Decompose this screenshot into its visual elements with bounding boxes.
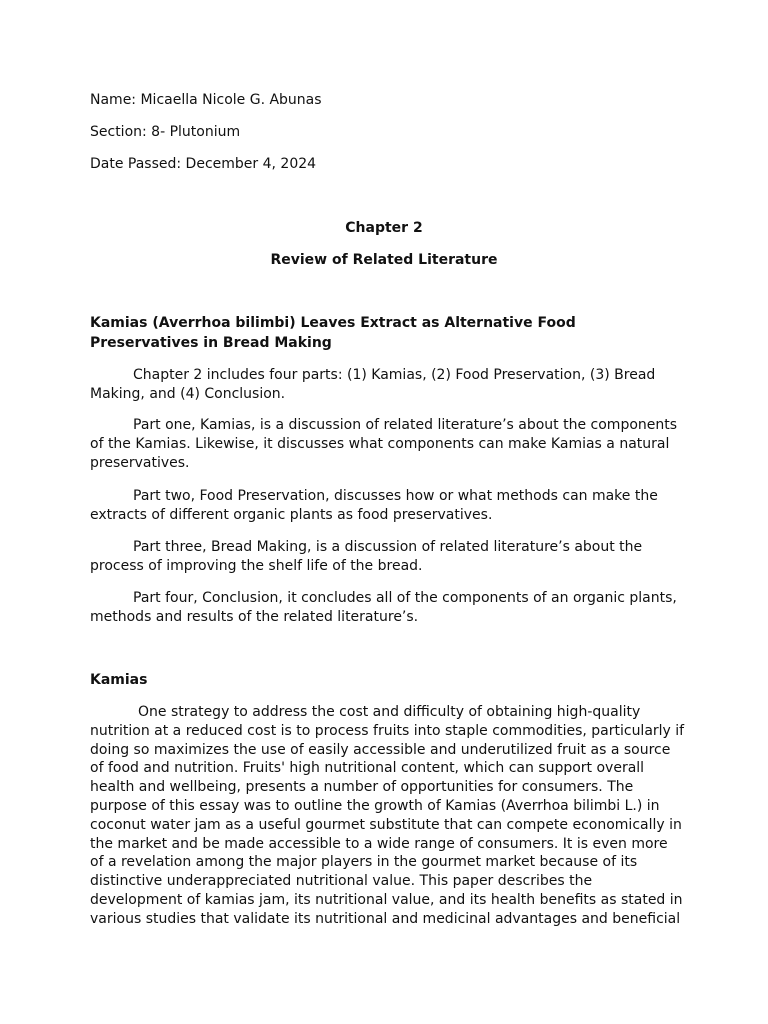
- text-line: of food and nutrition. Fruits' high nutritional content, which can support overall: [90, 760, 645, 777]
- text-line: of a revelation among the major players in the gourmet market because of its: [90, 854, 638, 871]
- study-title-line-1: Kamias (Averrhoa bilimbi) Leaves Extract as Alternative Food: [90, 315, 576, 331]
- kamias-paragraph: [90, 703, 685, 929]
- text-line: Part two, Food Preservation, discusses how or what methods can make the: [133, 488, 658, 504]
- chapter-number: Chapter 2: [345, 220, 423, 236]
- intro-paragraph-4: [90, 538, 680, 576]
- text-line: nutrition at a reduced cost is to process fruits into staple commodities, particularly if: [90, 722, 685, 739]
- intro-paragraph-3: [90, 487, 680, 525]
- text-line: health and wellbeing, presents a number of opportunities for consumers. The: [90, 779, 634, 796]
- text-line: methods and results of the related literature’s.: [90, 608, 419, 625]
- chapter-title: Review of Related Literature: [270, 252, 498, 268]
- text-line: various studies that validate its nutritional and medicinal advantages and beneficial: [90, 910, 681, 927]
- text-line: of the Kamias. Likewise, it discusses what components can make Kamias a natural: [90, 435, 670, 452]
- text-line: purpose of this essay was to outline the growth of Kamias (Averrhoa bilimbi L.) in: [90, 797, 660, 814]
- text-line: preservatives.: [90, 454, 190, 471]
- text-line: development of kamias jam, its nutritional value, and its health benefits as stated in: [90, 891, 683, 908]
- student-name: Name: Micaella Nicole G. Abunas: [90, 92, 322, 108]
- student-section: Section: 8- Plutonium: [90, 124, 241, 140]
- date-passed: Date Passed: December 4, 2024: [90, 156, 317, 172]
- text-line: Part four, Conclusion, it concludes all of the components of an organic plants,: [133, 590, 677, 606]
- text-line: Chapter 2 includes four parts: (1) Kamias, (2) Food Preservation, (3) Bread: [133, 367, 656, 383]
- intro-paragraph-5: [90, 589, 680, 627]
- text-line: Part three, Bread Making, is a discussion of related literature’s about the: [133, 539, 643, 555]
- text-line: the market and be made accessible to a wide range of consumers. It is even more: [90, 835, 668, 852]
- text-line: distinctive underappreciated nutritional value. This paper describes the: [90, 873, 593, 890]
- text-line: process of improving the shelf life of the bread.: [90, 557, 423, 574]
- text-line: Part one, Kamias, is a discussion of related literature’s about the components: [133, 417, 678, 433]
- kamias-heading: Kamias: [90, 672, 148, 688]
- text-line: extracts of different organic plants as food preservatives.: [90, 506, 493, 523]
- text-line: One strategy to address the cost and difficulty of obtaining high-quality: [138, 704, 641, 720]
- intro-paragraph-2: [90, 416, 680, 472]
- text-line: coconut water jam as a useful gourmet substitute that can compete economically in: [90, 816, 682, 833]
- study-title-line-2: Preservatives in Bread Making: [90, 335, 332, 351]
- text-line: doing so maximizes the use of easily accessible and underutilized fruit as a source: [90, 741, 671, 758]
- intro-paragraph-1: [90, 366, 680, 404]
- text-line: Making, and (4) Conclusion.: [90, 385, 286, 402]
